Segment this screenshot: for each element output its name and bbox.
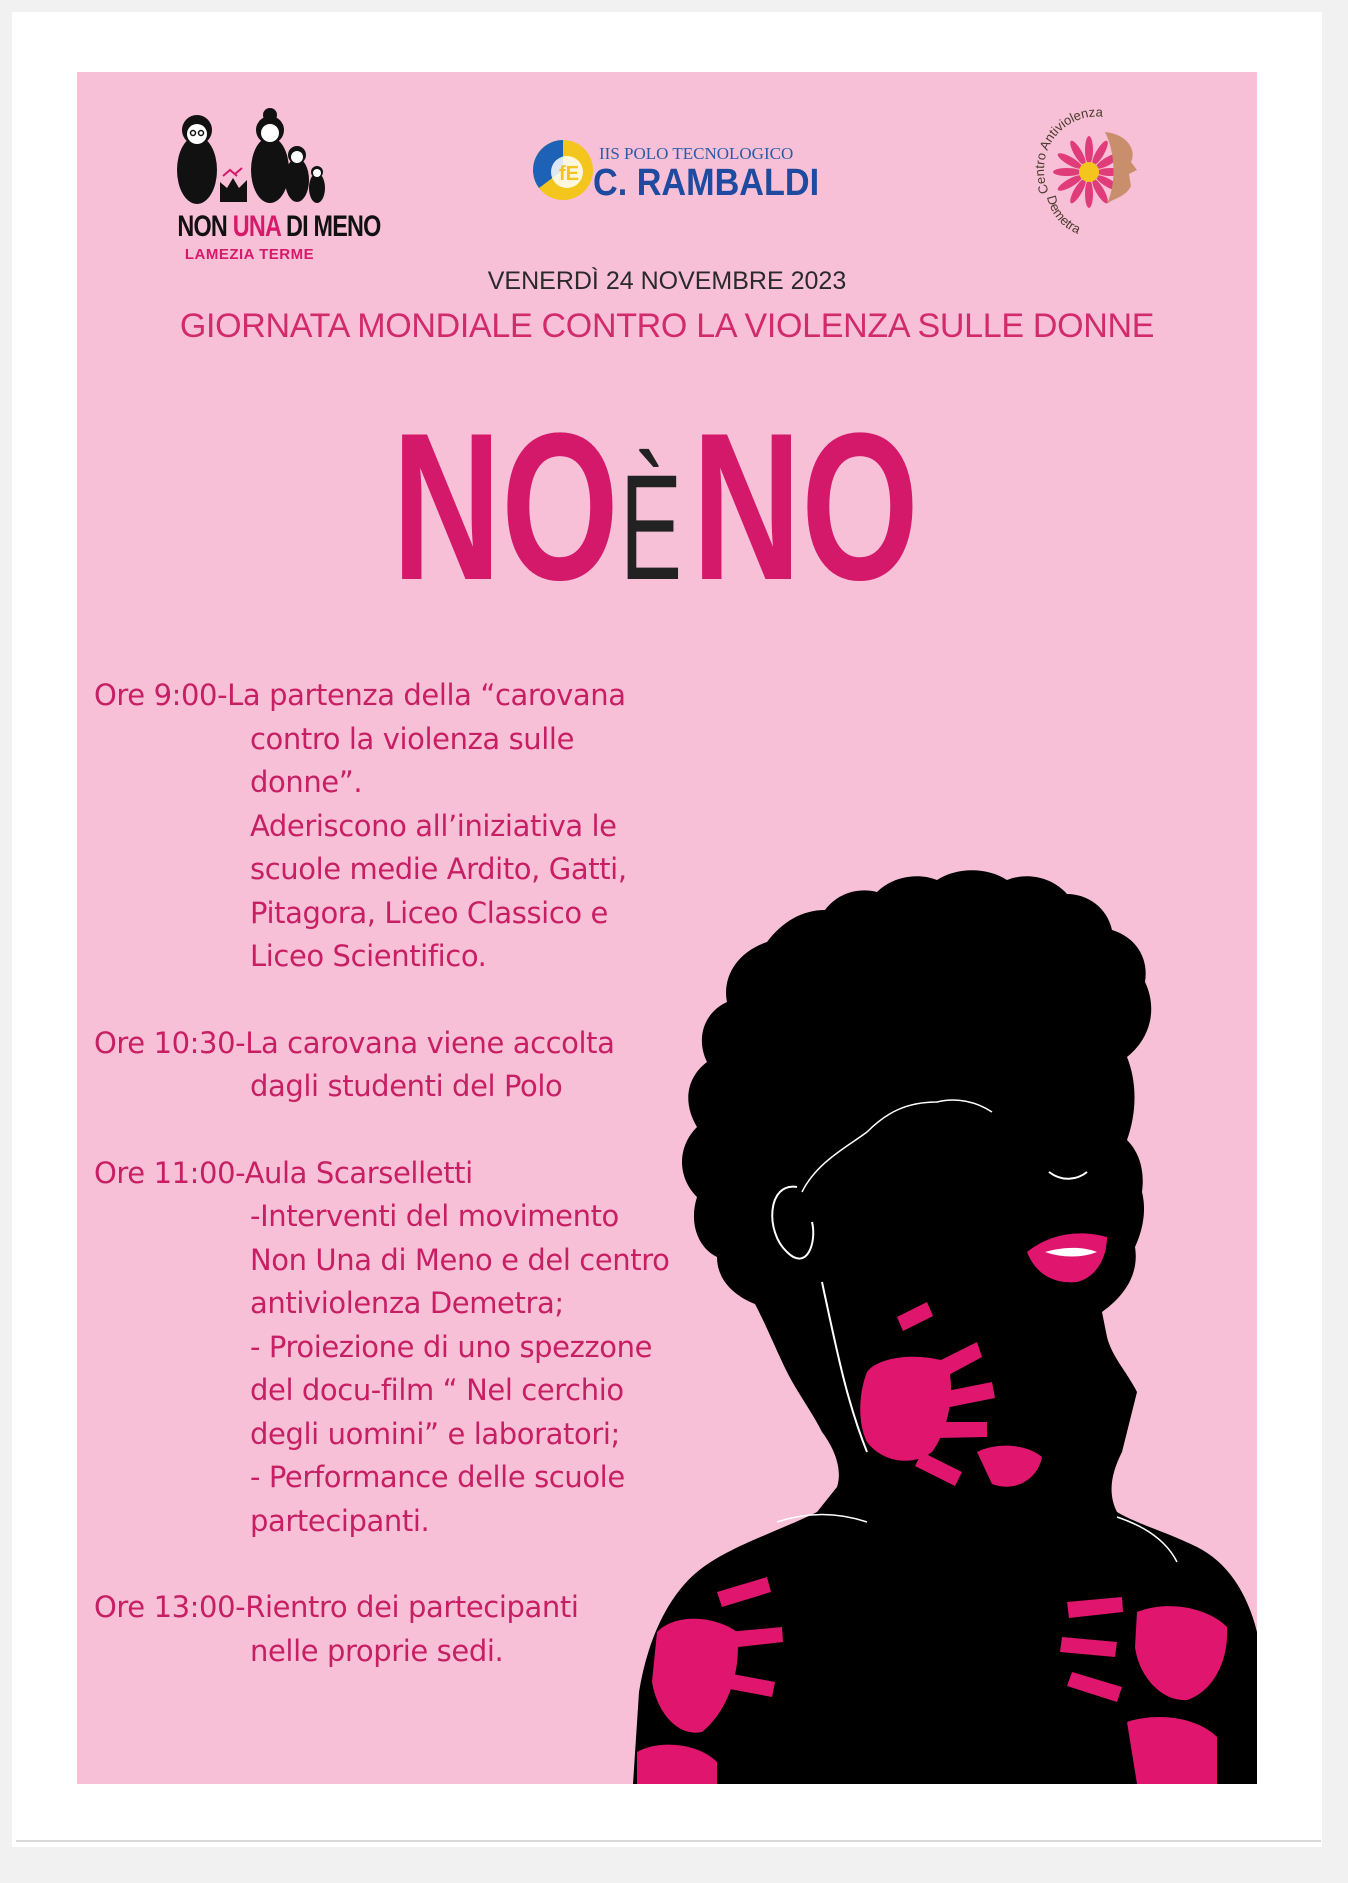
program-line: dagli studenti del Polo [250,1069,563,1103]
program-line: del docu-film “ Nel cerchio [250,1373,624,1407]
event-name: GIORNATA MONDIALE CONTRO LA VIOLENZA SULLE DONNE [179,307,1155,345]
program-line: antiviolenza Demetra; [250,1286,564,1320]
program-line: nelle proprie sedi. [250,1633,504,1668]
event-program [94,674,734,1716]
nudm-city: LAMEZIA TERME [184,246,315,263]
program-line: Aderiscono all’iniziativa le [250,808,617,843]
demetra-ring-bottom: Demetra [1043,193,1083,237]
program-item-head: Ore 10:30-La carovana viene accolta [94,1025,615,1060]
program-line: scuole medie Ardito, Gatti, [250,852,627,886]
title-e: È [620,443,683,611]
program-line: Liceo Scientifico. [250,939,487,973]
program-line: Non Una di Meno e del centro [250,1242,670,1277]
program-item [94,1152,734,1544]
svg-text:fE: fE [559,163,579,185]
polo-subtitle: IIS POLO TECNOLOGICO [599,144,794,163]
program-line: - Performance delle scuole [250,1460,625,1494]
program-line: -Interventi del movimento [250,1199,619,1233]
polo-name: C. RAMBALDI [593,162,820,204]
title-no-2: NO [692,389,919,624]
title-no-1: NO [392,389,619,624]
poster [77,72,1257,1784]
program-line: Pitagora, Liceo Classico e [250,895,608,930]
program-item [94,1022,734,1109]
demetra-ring-top: Centro Antiviolenza [1031,104,1104,197]
program-line: - Proiezione di uno spezzone [250,1329,653,1364]
nudm-name: NON UNA DI MENO [177,210,381,243]
program-item [94,1586,734,1673]
program-line: contro la violenza sulle [250,721,575,756]
program-line: partecipanti. [250,1503,430,1538]
program-item-head: Ore 11:00-Aula Scarselletti [94,1155,473,1190]
program-line: degli uomini” e laboratori; [250,1416,620,1451]
divider [16,1840,1321,1842]
program-line: donne”. [250,765,363,799]
program-item-head: Ore 13:00-Rientro dei partecipanti [94,1590,579,1624]
program-item [94,674,734,979]
event-date: VENERDÌ 24 NOVEMBRE 2023 [487,267,847,295]
program-item-head: Ore 9:00-La partenza della “carovana [94,678,626,712]
